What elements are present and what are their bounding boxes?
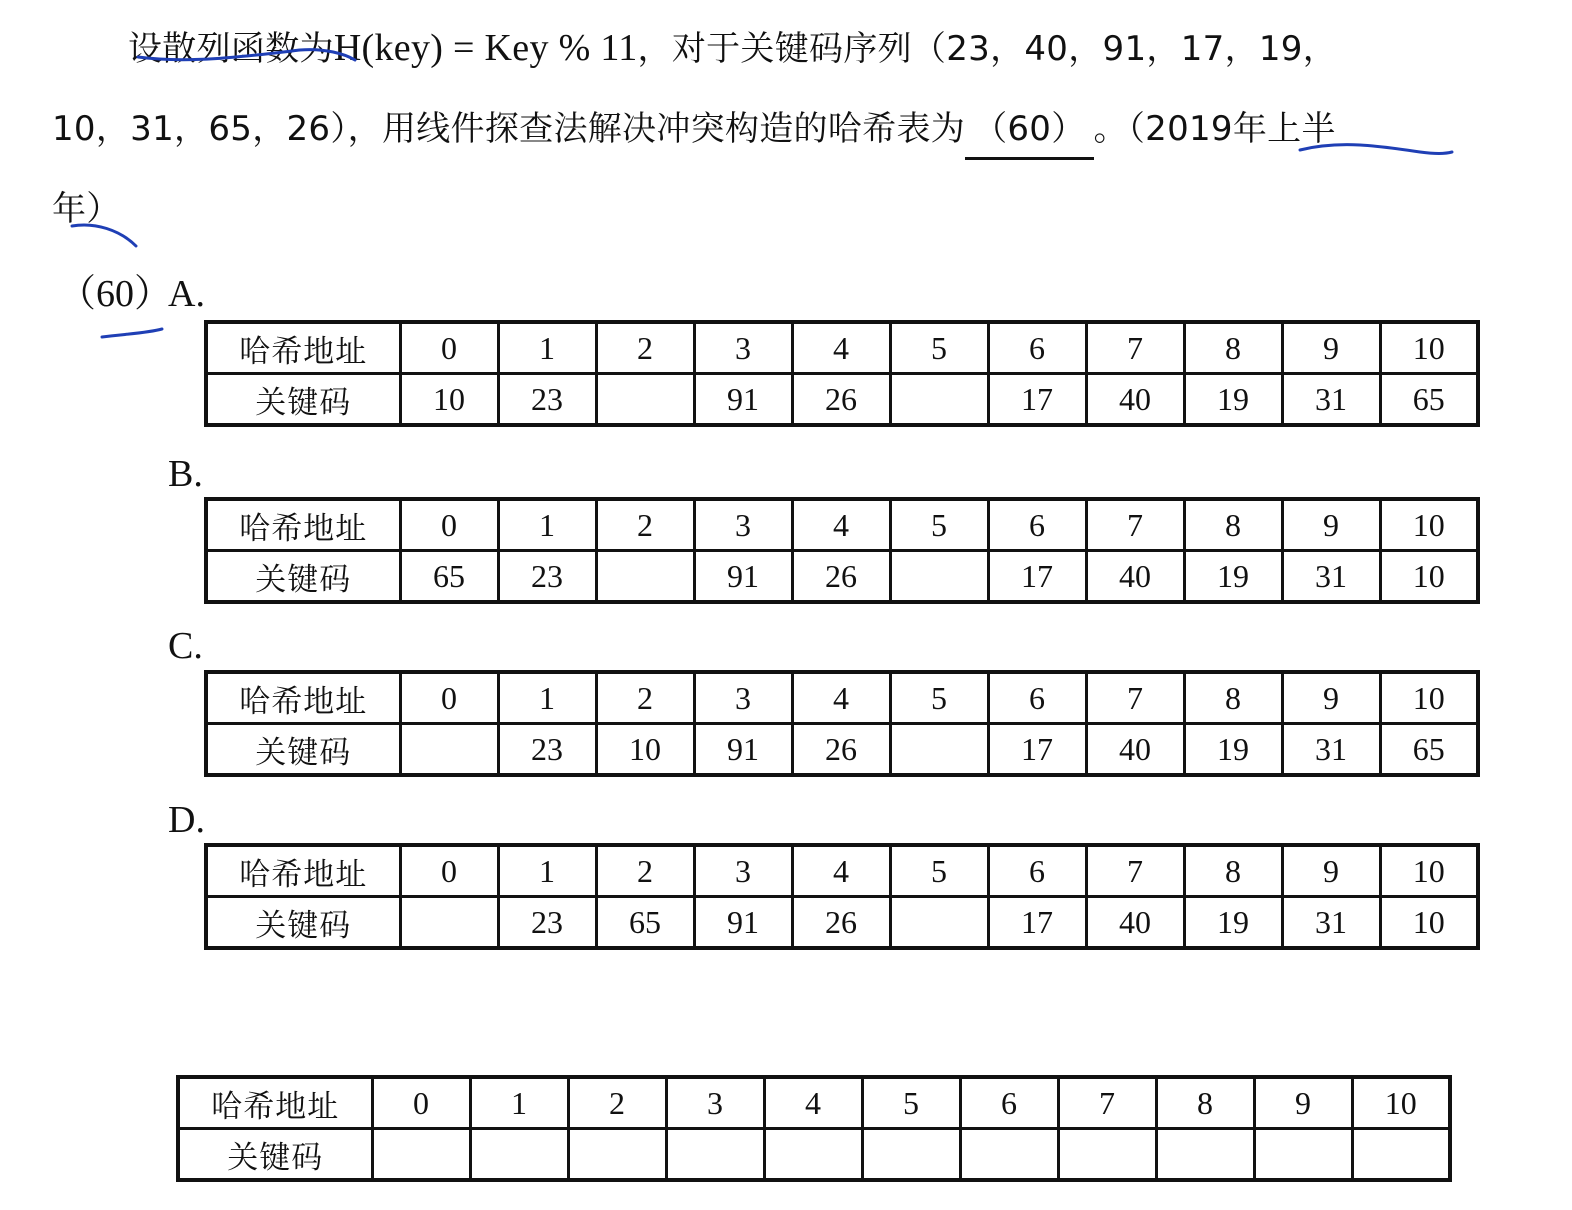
key-cell bbox=[890, 551, 988, 603]
address-cell: 1 bbox=[498, 845, 596, 897]
key-cell bbox=[596, 551, 694, 603]
address-cell: 7 bbox=[1086, 322, 1184, 374]
address-cell: 6 bbox=[988, 845, 1086, 897]
key-cell bbox=[1156, 1129, 1254, 1181]
option-d-table bbox=[204, 843, 1480, 950]
address-cell: 8 bbox=[1184, 322, 1282, 374]
address-cell: 4 bbox=[792, 845, 890, 897]
address-cell: 7 bbox=[1086, 672, 1184, 724]
question-number: （60） bbox=[58, 273, 173, 315]
address-row-header: 哈希地址 bbox=[206, 672, 400, 724]
address-cell: 4 bbox=[792, 499, 890, 551]
address-cell: 8 bbox=[1156, 1077, 1254, 1129]
key-row bbox=[178, 1129, 1450, 1181]
address-cell: 3 bbox=[694, 499, 792, 551]
option-d-label: D. bbox=[168, 799, 205, 841]
answer-blank: （60） bbox=[965, 101, 1093, 160]
key-cell: 91 bbox=[694, 551, 792, 603]
key-cell: 91 bbox=[694, 374, 792, 426]
key-cell: 40 bbox=[1086, 551, 1184, 603]
question-year: 。（2019年上半 bbox=[1093, 109, 1336, 149]
address-cell: 5 bbox=[890, 322, 988, 374]
address-cell: 0 bbox=[400, 322, 498, 374]
address-cell: 6 bbox=[988, 322, 1086, 374]
address-cell: 10 bbox=[1380, 845, 1478, 897]
address-cell: 5 bbox=[890, 672, 988, 724]
key-cell: 31 bbox=[1282, 374, 1380, 426]
key-cell bbox=[764, 1129, 862, 1181]
hash-formula: H(key) = Key % 11 bbox=[333, 27, 638, 69]
question-body: 10，31，65，26），用线件探查法解决冲突构造的哈希表为 bbox=[52, 109, 966, 149]
key-cell: 91 bbox=[694, 724, 792, 776]
key-cell bbox=[400, 897, 498, 949]
key-cell bbox=[1058, 1129, 1156, 1181]
address-cell: 1 bbox=[470, 1077, 568, 1129]
key-cell: 19 bbox=[1184, 724, 1282, 776]
address-cell: 9 bbox=[1254, 1077, 1352, 1129]
address-cell: 10 bbox=[1380, 322, 1478, 374]
address-cell: 5 bbox=[862, 1077, 960, 1129]
option-b-table bbox=[204, 497, 1480, 604]
address-row bbox=[178, 1077, 1450, 1129]
address-cell: 4 bbox=[792, 672, 890, 724]
key-cell: 10 bbox=[400, 374, 498, 426]
key-cell: 65 bbox=[400, 551, 498, 603]
address-cell: 3 bbox=[666, 1077, 764, 1129]
key-row-header: 关键码 bbox=[178, 1129, 372, 1181]
address-cell: 2 bbox=[568, 1077, 666, 1129]
address-row bbox=[206, 845, 1478, 897]
option-c-table bbox=[204, 670, 1480, 777]
question-sequence: ，对于关键码序列（23，40，91，17，19， bbox=[637, 29, 1338, 69]
option-a-label: A. bbox=[168, 273, 205, 315]
address-cell: 5 bbox=[890, 845, 988, 897]
key-row bbox=[206, 897, 1478, 949]
address-cell: 2 bbox=[596, 322, 694, 374]
key-cell: 40 bbox=[1086, 724, 1184, 776]
blank-hash-table bbox=[176, 1075, 1452, 1182]
address-cell: 3 bbox=[694, 845, 792, 897]
key-cell: 26 bbox=[792, 897, 890, 949]
address-cell: 6 bbox=[960, 1077, 1058, 1129]
address-row bbox=[206, 672, 1478, 724]
key-cell: 10 bbox=[1380, 551, 1478, 603]
key-cell: 17 bbox=[988, 724, 1086, 776]
option-c-label: C. bbox=[168, 625, 203, 667]
address-cell: 7 bbox=[1086, 845, 1184, 897]
address-cell: 9 bbox=[1282, 322, 1380, 374]
address-cell: 8 bbox=[1184, 499, 1282, 551]
key-row-header: 关键码 bbox=[206, 551, 400, 603]
address-cell: 3 bbox=[694, 322, 792, 374]
address-cell: 4 bbox=[792, 322, 890, 374]
address-cell: 0 bbox=[400, 499, 498, 551]
address-cell: 10 bbox=[1380, 672, 1478, 724]
address-cell: 7 bbox=[1058, 1077, 1156, 1129]
key-cell bbox=[596, 374, 694, 426]
address-cell: 2 bbox=[596, 672, 694, 724]
key-cell: 26 bbox=[792, 374, 890, 426]
address-cell: 8 bbox=[1184, 672, 1282, 724]
address-cell: 9 bbox=[1282, 499, 1380, 551]
address-cell: 4 bbox=[764, 1077, 862, 1129]
address-cell: 1 bbox=[498, 499, 596, 551]
key-cell bbox=[372, 1129, 470, 1181]
key-cell: 40 bbox=[1086, 374, 1184, 426]
ink-underline-qnum bbox=[102, 329, 162, 337]
key-cell bbox=[666, 1129, 764, 1181]
address-row bbox=[206, 499, 1478, 551]
key-row bbox=[206, 374, 1478, 426]
key-cell bbox=[890, 724, 988, 776]
key-cell: 23 bbox=[498, 897, 596, 949]
address-row-header: 哈希地址 bbox=[206, 322, 400, 374]
address-cell: 10 bbox=[1352, 1077, 1450, 1129]
address-cell: 9 bbox=[1282, 672, 1380, 724]
option-b-label: B. bbox=[168, 453, 203, 495]
address-row bbox=[206, 322, 1478, 374]
key-cell bbox=[1254, 1129, 1352, 1181]
key-row-header: 关键码 bbox=[206, 724, 400, 776]
address-row-header: 哈希地址 bbox=[206, 845, 400, 897]
address-cell: 6 bbox=[988, 672, 1086, 724]
key-cell: 17 bbox=[988, 374, 1086, 426]
key-cell: 31 bbox=[1282, 724, 1380, 776]
question-text bbox=[52, 8, 1492, 249]
address-cell: 1 bbox=[498, 322, 596, 374]
key-cell bbox=[470, 1129, 568, 1181]
key-cell: 31 bbox=[1282, 551, 1380, 603]
key-cell: 65 bbox=[1380, 374, 1478, 426]
address-cell: 2 bbox=[596, 499, 694, 551]
key-row bbox=[206, 724, 1478, 776]
question-year-end: 年） bbox=[52, 189, 121, 229]
key-cell: 26 bbox=[792, 724, 890, 776]
key-cell bbox=[960, 1129, 1058, 1181]
key-cell: 65 bbox=[596, 897, 694, 949]
key-row-header: 关键码 bbox=[206, 374, 400, 426]
key-cell: 65 bbox=[1380, 724, 1478, 776]
key-cell: 23 bbox=[498, 724, 596, 776]
key-cell bbox=[862, 1129, 960, 1181]
key-cell: 19 bbox=[1184, 551, 1282, 603]
option-a-table bbox=[204, 320, 1480, 427]
key-cell: 17 bbox=[988, 897, 1086, 949]
address-cell: 0 bbox=[400, 672, 498, 724]
key-cell bbox=[1352, 1129, 1450, 1181]
key-cell: 19 bbox=[1184, 374, 1282, 426]
key-cell: 10 bbox=[596, 724, 694, 776]
address-cell: 6 bbox=[988, 499, 1086, 551]
key-cell: 10 bbox=[1380, 897, 1478, 949]
key-cell: 23 bbox=[498, 551, 596, 603]
key-cell: 91 bbox=[694, 897, 792, 949]
address-cell: 1 bbox=[498, 672, 596, 724]
address-cell: 10 bbox=[1380, 499, 1478, 551]
key-cell: 40 bbox=[1086, 897, 1184, 949]
address-cell: 7 bbox=[1086, 499, 1184, 551]
key-cell bbox=[400, 724, 498, 776]
address-cell: 0 bbox=[372, 1077, 470, 1129]
key-cell bbox=[890, 374, 988, 426]
address-row-header: 哈希地址 bbox=[178, 1077, 372, 1129]
address-cell: 5 bbox=[890, 499, 988, 551]
key-cell: 31 bbox=[1282, 897, 1380, 949]
address-cell: 2 bbox=[596, 845, 694, 897]
key-row bbox=[206, 551, 1478, 603]
key-cell bbox=[568, 1129, 666, 1181]
key-cell: 17 bbox=[988, 551, 1086, 603]
question-intro: 设散列函数为 bbox=[128, 29, 334, 69]
address-cell: 8 bbox=[1184, 845, 1282, 897]
key-row-header: 关键码 bbox=[206, 897, 400, 949]
address-cell: 9 bbox=[1282, 845, 1380, 897]
key-cell bbox=[890, 897, 988, 949]
key-cell: 23 bbox=[498, 374, 596, 426]
address-cell: 0 bbox=[400, 845, 498, 897]
key-cell: 19 bbox=[1184, 897, 1282, 949]
address-cell: 3 bbox=[694, 672, 792, 724]
address-row-header: 哈希地址 bbox=[206, 499, 400, 551]
key-cell: 26 bbox=[792, 551, 890, 603]
